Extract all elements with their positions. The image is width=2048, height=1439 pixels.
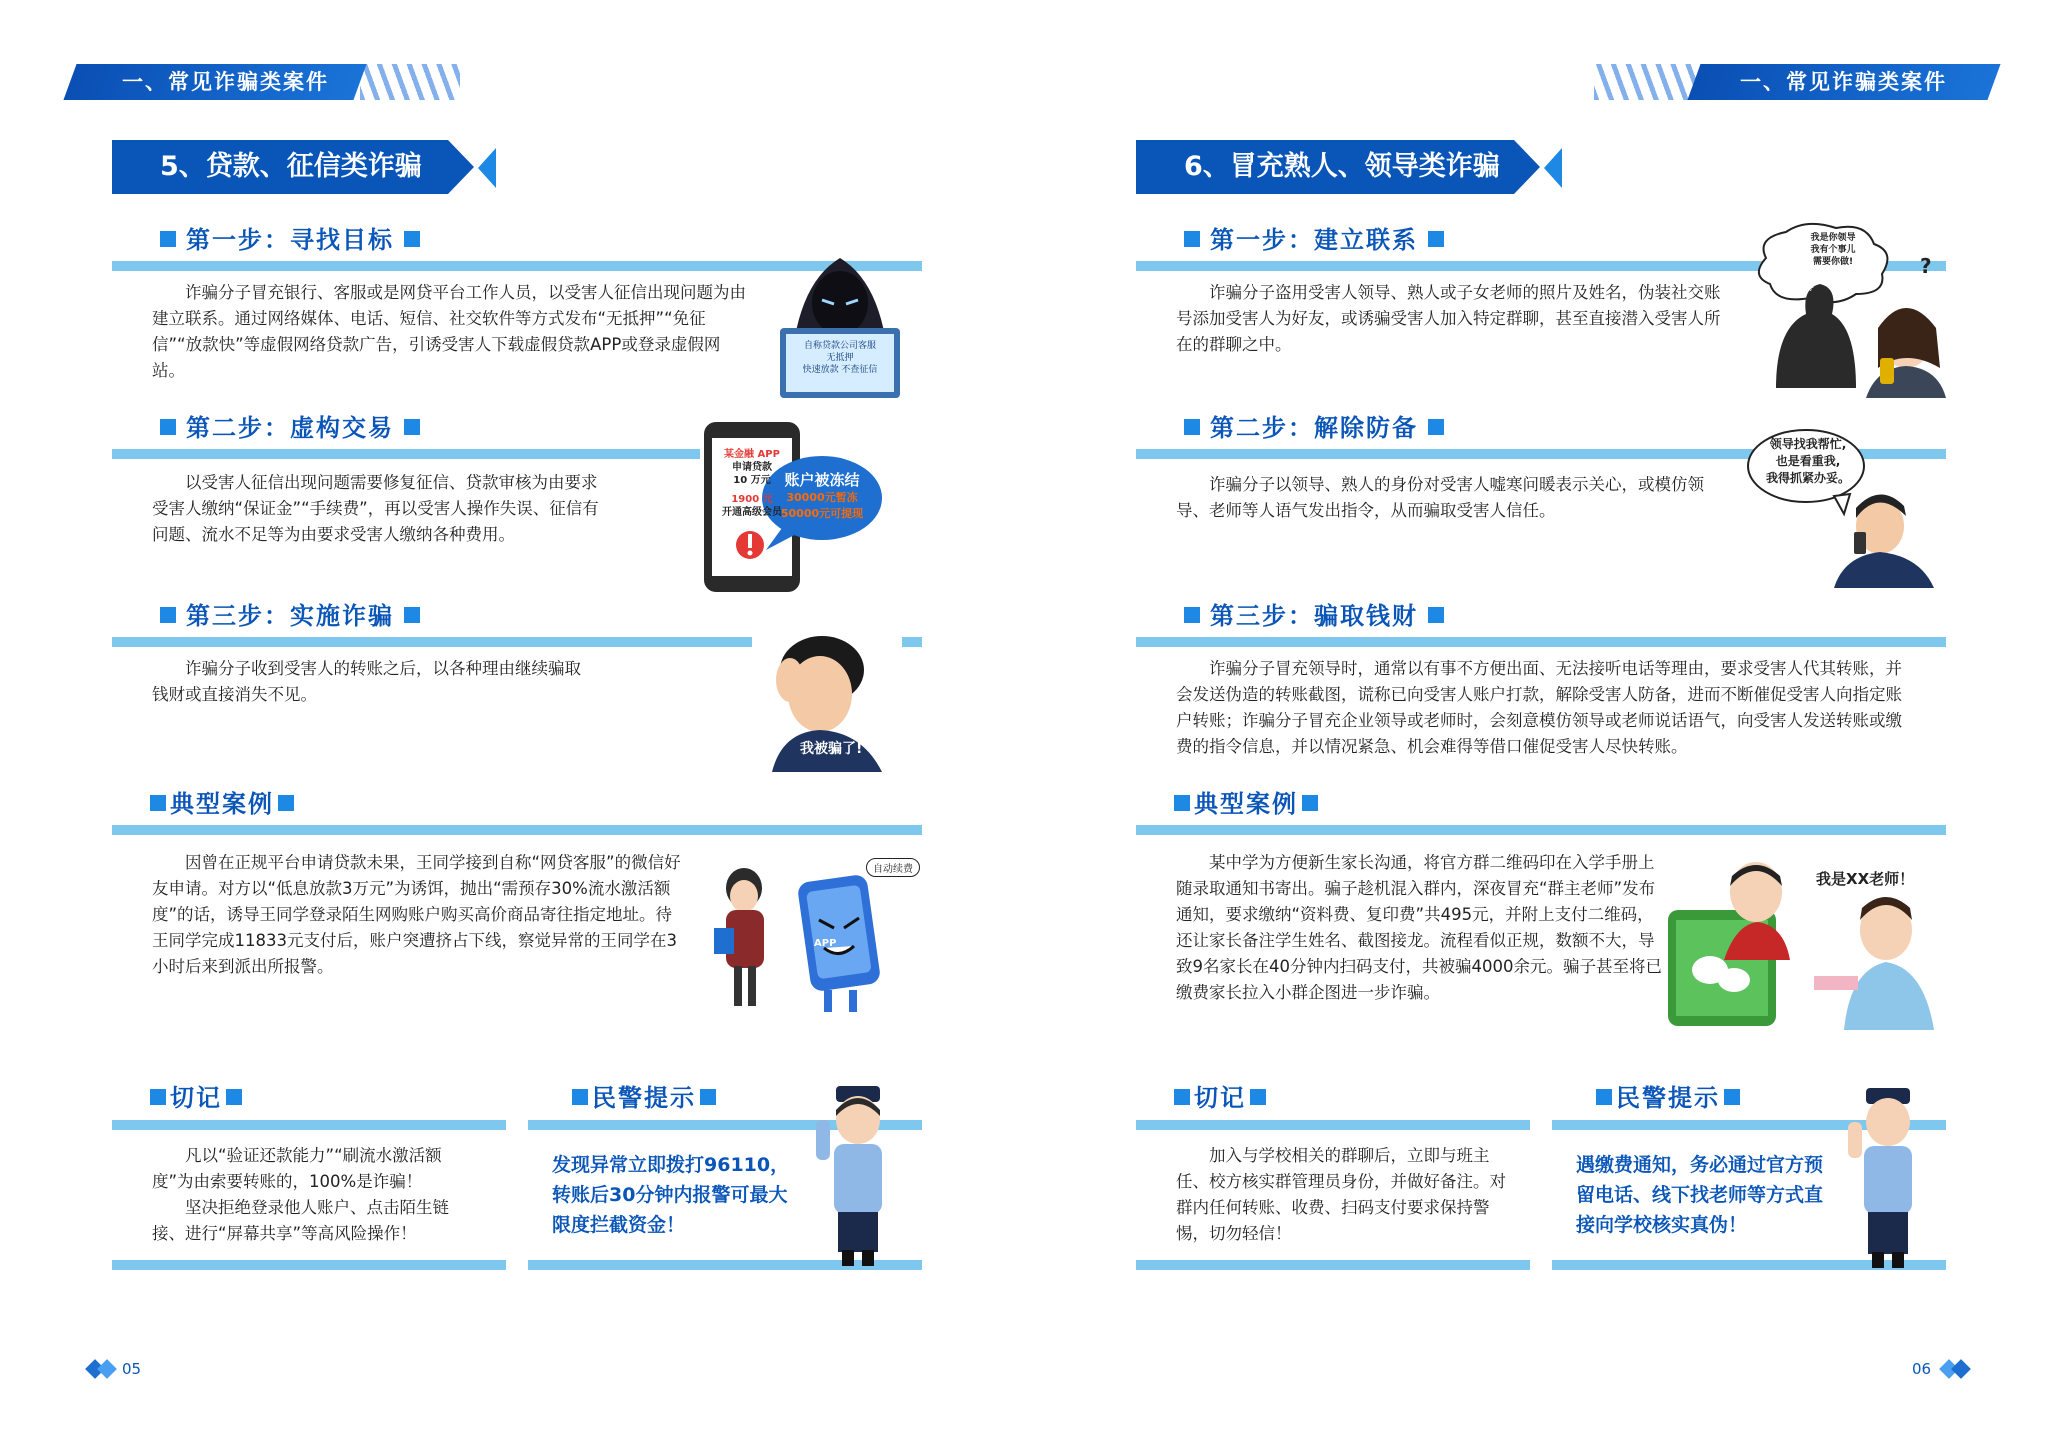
case-header xyxy=(1174,786,1328,822)
policeman-illustration xyxy=(1842,1084,1932,1270)
bullet-square-icon xyxy=(1428,231,1444,247)
chapter-tab xyxy=(62,64,372,100)
bullet-square-icon xyxy=(226,1089,242,1105)
police-title: 民警提示 xyxy=(592,1084,696,1112)
bullet-square-icon xyxy=(1174,1089,1190,1105)
question-mark: ? xyxy=(1920,254,1932,278)
bullet-square-icon xyxy=(1596,1089,1612,1105)
page-marker-icon xyxy=(1951,1359,1971,1379)
phone-app-name: 某金融 APP xyxy=(724,449,780,460)
remember-header xyxy=(150,1080,252,1116)
step3-title: 第三步：实施诈骗 xyxy=(186,602,394,630)
step2-title: 第二步：解除防备 xyxy=(1210,414,1418,442)
step1-header xyxy=(150,222,430,258)
shadow-label: 冒充领导 xyxy=(1778,283,1815,293)
step2-text: 以受害人征信出现问题需要修复征信、贷款审核为由要求受害人缴纳“保证金”“手续费”，再以受害人操作失误、征信有问题、流水不足等为由要求受害人缴纳各种费用。 xyxy=(152,473,599,544)
section-arrow xyxy=(448,140,474,194)
step2-header xyxy=(1174,410,1454,446)
freeze-bubble-line3: 50000元可提现 xyxy=(780,507,864,520)
bullet-square-icon xyxy=(700,1089,716,1105)
laptop-screen-text xyxy=(790,340,890,376)
bullet-square-icon xyxy=(404,231,420,247)
chapter-tab xyxy=(1694,64,2004,100)
leader-cloud-text xyxy=(1792,232,1874,268)
divider xyxy=(112,825,922,835)
evil-app-label: APP xyxy=(814,938,837,949)
step1-title: 第一步：建立联系 xyxy=(1210,226,1418,254)
case-text: 因曾在正规平台申请贷款未果，王同学接到自称“网贷客服”的微信好友申请。对方以“低息放款3万元”为诱饵，抛出“需预存30%流水激活额度”的话，诱导王同学登录陌生网购账户购买高价商品寄往指定地址。待王同学完成11833元支付后，账户突遭挤占下线，察觉异常的王同学在3小时后来到派出所报警。 xyxy=(152,853,681,976)
police-header xyxy=(572,1080,726,1116)
remember-text: 加入与学校相关的群聊后，立即与班主任、校方核实群管理员身份，并做好备注。对群内任何转账、收费、扫码支付要求保持警惕，切勿轻信！ xyxy=(1176,1146,1506,1243)
laptop-text-2: 无抵押 xyxy=(826,353,854,363)
step1-header xyxy=(1174,222,1454,258)
bullet-square-icon xyxy=(1184,419,1200,435)
section-title: 6、冒充熟人、领导类诈骗 xyxy=(1136,140,1514,194)
bullet-square-icon xyxy=(1250,1089,1266,1105)
remember-title: 切记 xyxy=(170,1084,222,1112)
section-title: 5、贷款、征信类诈骗 xyxy=(112,140,448,194)
bullet-square-icon xyxy=(278,795,294,811)
police-title: 民警提示 xyxy=(1616,1084,1720,1112)
policewoman-illustration xyxy=(808,1080,908,1270)
freeze-bubble-line2: 30000元暂冻 xyxy=(786,491,858,504)
thinking-line2: 也是看重我, xyxy=(1775,454,1841,468)
case-title: 典型案例 xyxy=(170,790,274,818)
teacher-caption: 我是XX老师！ xyxy=(1816,870,1915,888)
step3-text: 诈骗分子收到受害人的转账之后，以各种理由继续骗取钱财或直接消失不见。 xyxy=(152,659,581,704)
auto-renew-tag: 自动续费 xyxy=(866,858,920,877)
bullet-square-icon xyxy=(572,1089,588,1105)
thinking-bubble-text xyxy=(1750,436,1866,487)
cloud-line2: 我有个事儿 xyxy=(1810,245,1856,255)
case-text: 某中学为方便新生家长沟通，将官方群二维码印在入学手册上随录取通知书寄出。骗子趁机混入群内，深夜冒充“群主老师”发布通知，要求缴纳“资料费、复印费”共495元，并附上支付二维码，还让家长备注学生姓名、截图接龙。流程看似正规，数额不大，导致9名家长在40分钟内扫码支付，共被骗4000余元。骗子甚至将已缴费家长拉入小群企图进一步诈骗。 xyxy=(1176,853,1662,1002)
bullet-square-icon xyxy=(1184,231,1200,247)
divider xyxy=(1136,825,1946,835)
bullet-square-icon xyxy=(150,1089,166,1105)
step2-header xyxy=(150,410,430,446)
divider xyxy=(1136,1260,1530,1270)
cloud-line3: 需要你做! xyxy=(1812,257,1854,267)
bullet-square-icon xyxy=(160,419,176,435)
remember-text-2: 坚决拒绝登录他人账户、点击陌生链接、进行“屏幕共享”等高风险操作！ xyxy=(152,1198,449,1243)
bullet-square-icon xyxy=(1428,419,1444,435)
police-tip-text: 遇缴费通知，务必通过官方预留电话、线下找老师等方式直接向学校核实真伪！ xyxy=(1576,1154,1824,1236)
freeze-bubble xyxy=(770,470,874,522)
chapter-stripes xyxy=(1594,64,1704,100)
freeze-bubble-title: 账户被冻结 xyxy=(784,471,860,489)
phone-loan-amount: 10 万元 xyxy=(733,475,771,486)
thinking-line1: 领导找我帮忙, xyxy=(1769,437,1847,451)
page-number: 06 xyxy=(1912,1360,1932,1378)
divider xyxy=(112,1260,506,1270)
chapter-stripes xyxy=(360,64,460,100)
divider xyxy=(1136,637,1946,647)
bullet-square-icon xyxy=(404,419,420,435)
page-marker-icon xyxy=(97,1359,117,1379)
right-page xyxy=(1024,0,2048,1439)
divider xyxy=(112,1120,506,1130)
step3-header xyxy=(150,598,430,634)
bullet-square-icon xyxy=(160,231,176,247)
police-header xyxy=(1596,1080,1750,1116)
bullet-square-icon xyxy=(1184,607,1200,623)
bullet-square-icon xyxy=(1724,1089,1740,1105)
section-arrow xyxy=(1514,140,1540,194)
step3-text: 诈骗分子冒充领导时，通常以有事不方便出面、无法接听电话等理由，要求受害人代其转账，并会发送伪造的转账截图，谎称已向受害人账户打款，解除受害人防备，进而不断催促受害人向指定账户转账；诈骗分子冒充企业领导或老师时，会刻意模仿领导或老师说话语气，向受害人发送转账或缴费的指令信息，并以情况紧急、机会难得等借口催促受害人尽快转账。 xyxy=(1176,659,1902,756)
step2-title: 第二步：虚构交易 xyxy=(186,414,394,442)
case-title: 典型案例 xyxy=(1194,790,1298,818)
laptop-text-3: 快速放款 不查征信 xyxy=(802,365,878,375)
step2-text: 诈骗分子以领导、熟人的身份对受害人嘘寒问暖表示关心，或模仿领导、老师等人语气发出指令，从而骗取受害人信任。 xyxy=(1176,475,1704,520)
remember-header xyxy=(1174,1080,1276,1116)
laptop-text-1: 自称贷款公司客服 xyxy=(803,341,876,351)
remember-title: 切记 xyxy=(1194,1084,1246,1112)
bullet-square-icon xyxy=(1174,795,1190,811)
chapter-title: 一、常见诈骗类案件 xyxy=(1740,70,1947,94)
chapter-title: 一、常见诈骗类案件 xyxy=(122,70,329,94)
phone-fee-label: 开通高级会员 xyxy=(722,507,782,518)
case-header xyxy=(150,786,304,822)
bullet-square-icon xyxy=(1302,795,1318,811)
bullet-square-icon xyxy=(160,607,176,623)
step3-header xyxy=(1174,598,1454,634)
section-chevron xyxy=(478,148,496,188)
section-chevron xyxy=(1544,148,1562,188)
scammed-caption: 我被骗了! xyxy=(800,741,863,757)
cloud-line1: 我是你领导 xyxy=(1810,233,1856,243)
page-number: 05 xyxy=(122,1360,142,1378)
step1-text: 诈骗分子盗用受害人领导、熟人或子女老师的照片及姓名，伪装社交账号添加受害人为好友，或诱骗受害人加入特定群聊，甚至直接潜入受害人所在的群聊之中。 xyxy=(1176,283,1721,354)
bullet-square-icon xyxy=(1428,607,1444,623)
bullet-square-icon xyxy=(150,795,166,811)
remember-text-1: 凡以“验证还款能力”“刷流水激活额度”为由索要转账的，100%是诈骗！ xyxy=(152,1146,442,1191)
step1-title: 第一步：寻找目标 xyxy=(186,226,394,254)
phone-fee-amount: 1900 元 xyxy=(731,494,773,505)
divider xyxy=(1136,1120,1530,1130)
step3-title: 第三步：骗取钱财 xyxy=(1210,602,1418,630)
divider xyxy=(112,449,700,459)
bullet-square-icon xyxy=(404,607,420,623)
thinking-line3: 我得抓紧办妥。 xyxy=(1765,471,1850,485)
step1-text: 诈骗分子冒充银行、客服或是网贷平台工作人员，以受害人征信出现问题为由建立联系。通过网络媒体、电话、短信、社交软件等方式发布“无抵押”“免征信”“放款快”等虚假网络贷款广告，引诱受害人下载虚假贷款APP或登录虚假网站。 xyxy=(152,283,746,380)
police-tip-text: 发现异常立即拨打96110，转账后30分钟内报警可最大限度拦截资金！ xyxy=(552,1154,790,1236)
phone-loan-label: 申请贷款 xyxy=(732,462,772,473)
